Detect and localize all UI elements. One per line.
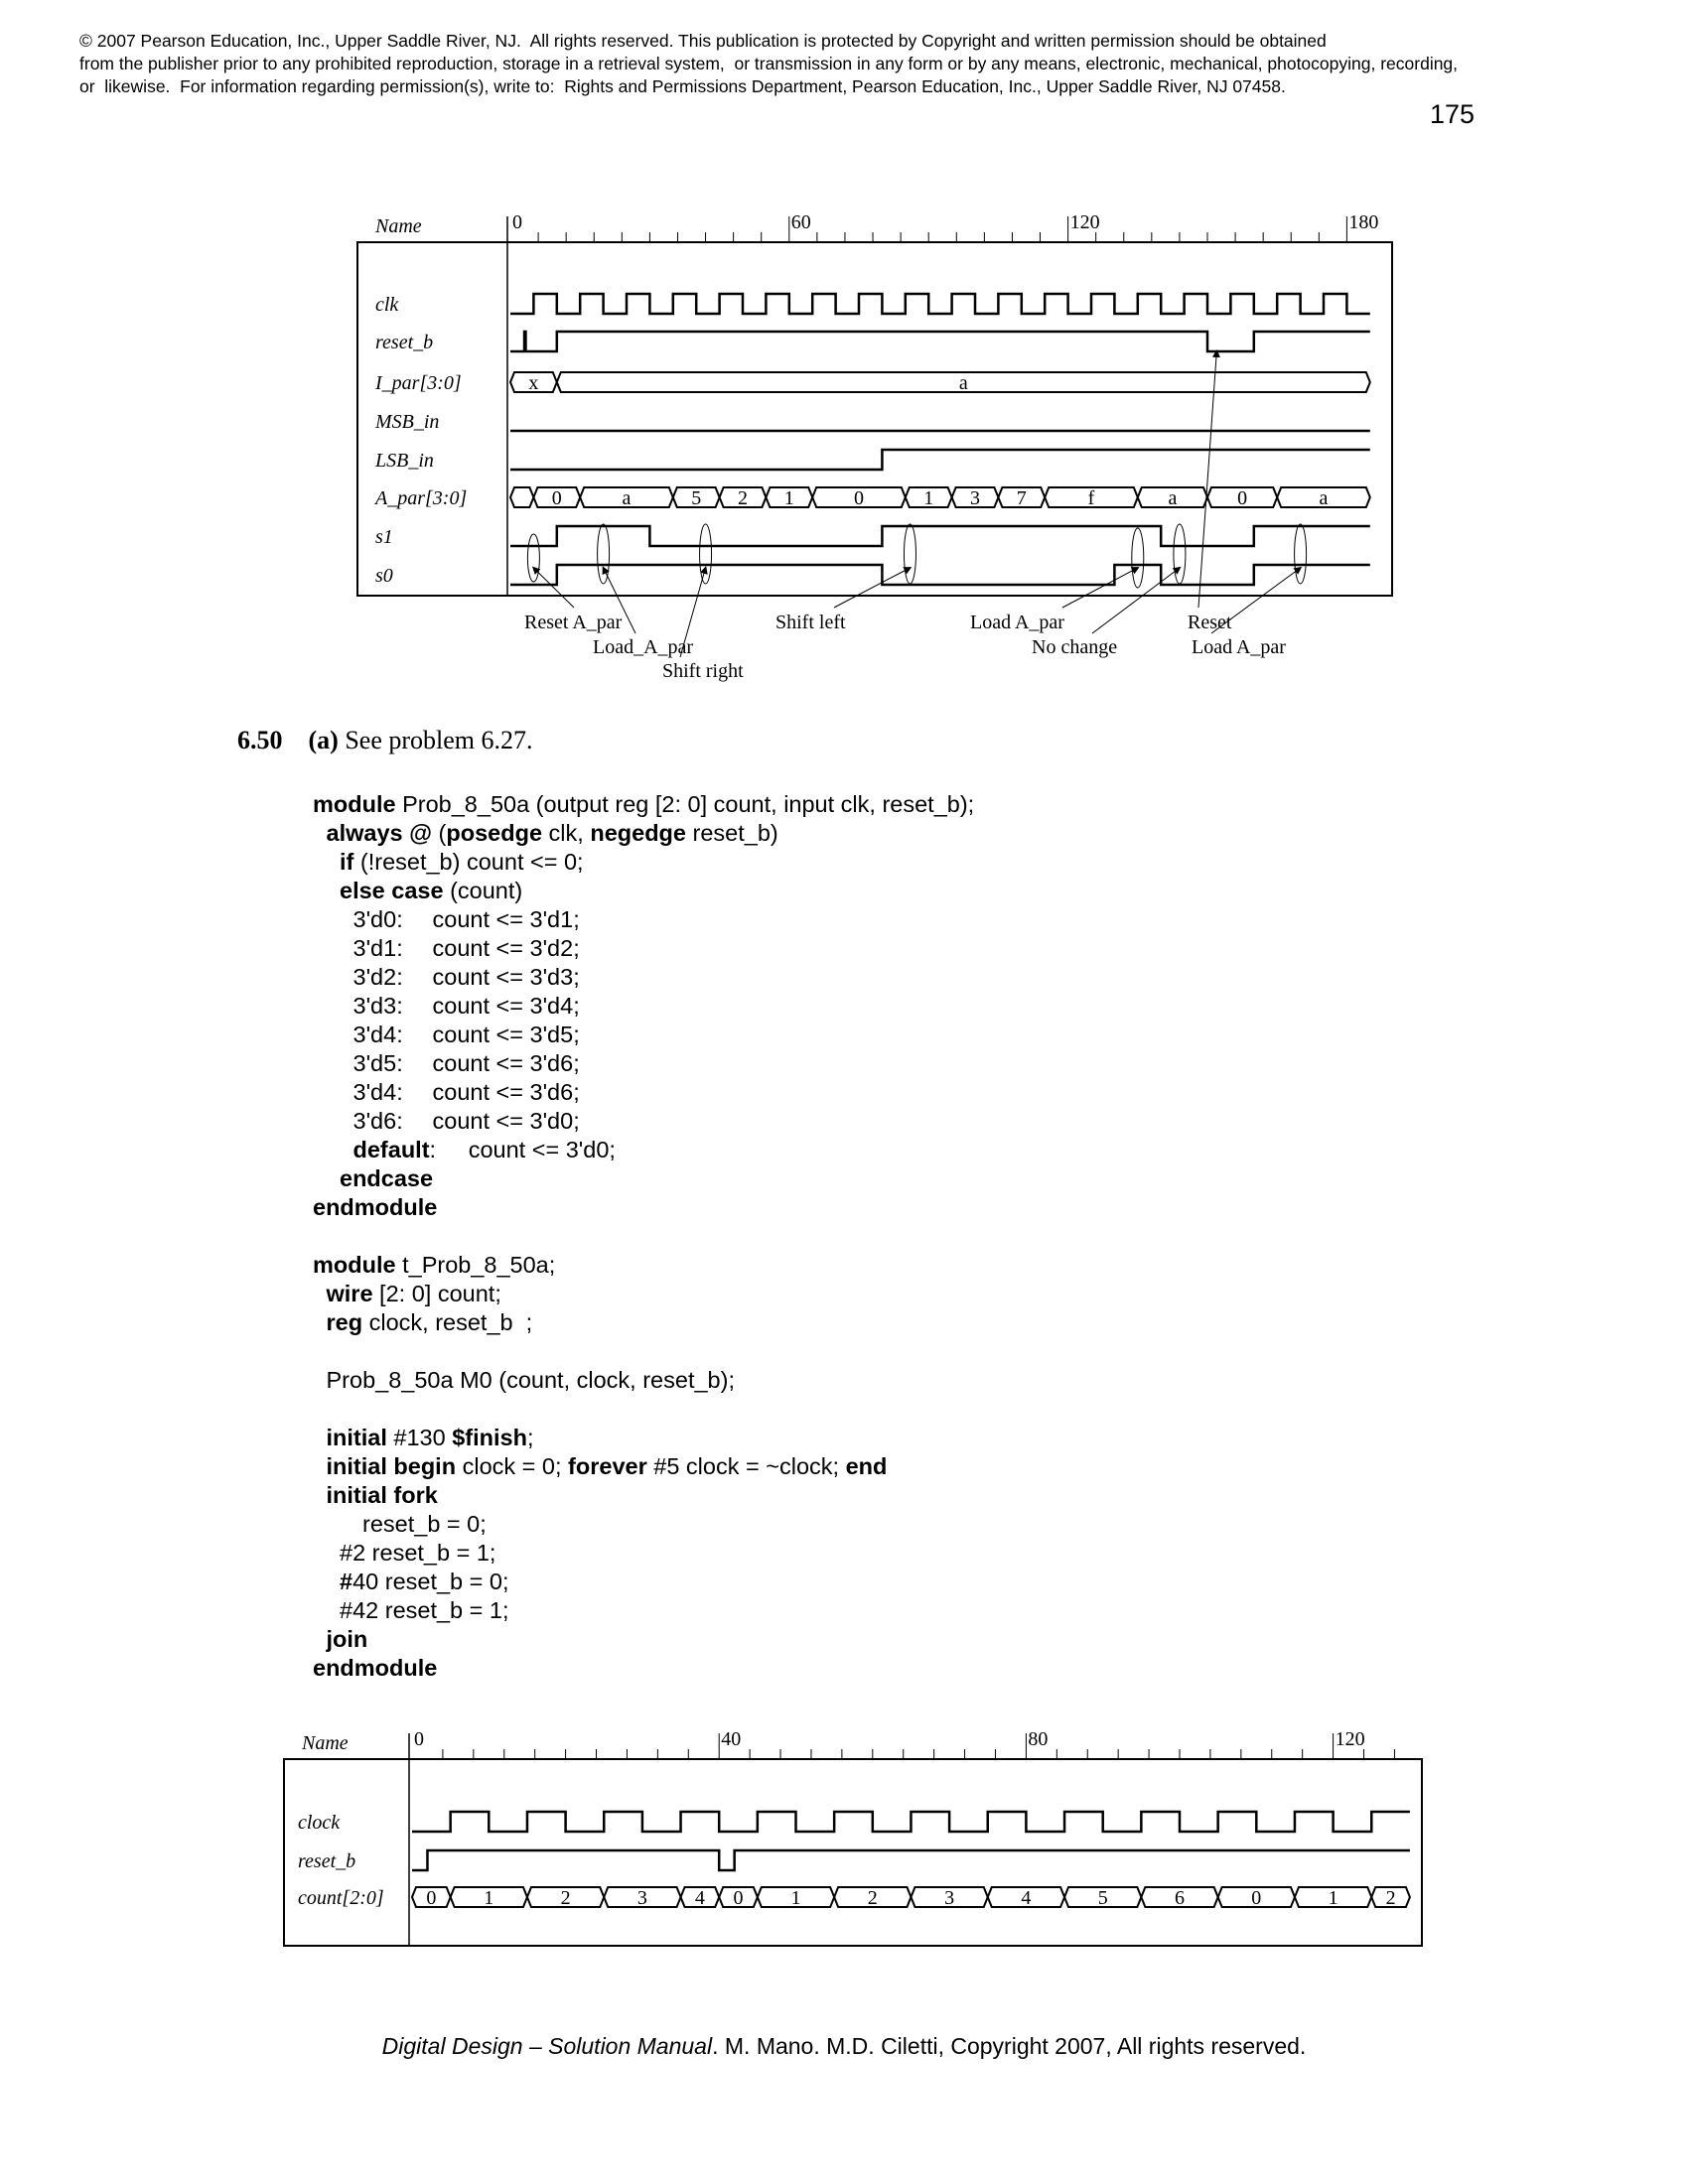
copyright-notice xyxy=(79,30,1458,98)
code-keyword: initial fork xyxy=(326,1482,438,1508)
code-text: count <= 3'd3; xyxy=(432,964,580,990)
clock-waveform xyxy=(412,1812,1410,1832)
signal-name: reset_b xyxy=(298,1850,356,1872)
bus-value: 1 xyxy=(1328,1887,1338,1909)
code-text: Prob_8_50a M0 (count, clock, reset_b); xyxy=(326,1367,735,1393)
code-line xyxy=(313,1078,974,1107)
bus-value: 0 xyxy=(426,1887,437,1909)
bus-value: 1 xyxy=(923,487,934,509)
code-text: ; xyxy=(526,1425,534,1450)
waveform-diagram-shift-register xyxy=(338,199,1410,715)
code-keyword: end xyxy=(845,1453,888,1479)
code-text: (count) xyxy=(443,878,523,903)
bus-value: 0 xyxy=(854,487,864,509)
code-text: #130 xyxy=(386,1425,453,1450)
annotation-ellipse xyxy=(598,524,610,584)
code-text: t_Prob_8_50a; xyxy=(395,1252,556,1278)
code-text: clk, xyxy=(542,820,591,846)
axis-label: 180 xyxy=(1348,211,1379,233)
bus-value: 1 xyxy=(790,1887,801,1909)
annotation-arrow xyxy=(1062,568,1138,608)
annotation-arrow xyxy=(1198,351,1216,608)
code-text: count <= 3'd1; xyxy=(432,906,580,932)
bus-value: 0 xyxy=(1251,1887,1262,1909)
bus-value: f xyxy=(1087,487,1095,509)
axis-label: 80 xyxy=(1028,1728,1049,1750)
code-line xyxy=(313,1452,974,1481)
code-keyword: negedge xyxy=(590,820,686,846)
code-line xyxy=(313,1568,974,1596)
code-line xyxy=(313,790,974,819)
code-keyword: wire xyxy=(326,1281,373,1306)
annotation-label: Shift left xyxy=(775,612,846,633)
bus-value: 1 xyxy=(783,487,794,509)
bus-value: 0 xyxy=(1237,487,1248,509)
bus-value: 2 xyxy=(1385,1887,1396,1909)
code-text: [2: 0] count; xyxy=(372,1281,501,1306)
annotation-ellipse xyxy=(1295,524,1307,584)
code-keyword: always @ xyxy=(326,820,433,846)
annotation-arrow xyxy=(1211,568,1301,633)
code-text: reset_b) xyxy=(685,820,778,846)
annotation-ellipse xyxy=(1174,524,1186,584)
code-keyword: initial begin xyxy=(326,1453,457,1479)
bus-value: 0 xyxy=(551,487,562,509)
problem-number: 6.50 xyxy=(237,726,283,754)
footer-book-title: Digital Design – Solution Manual xyxy=(381,2033,713,2059)
code-text: Prob_8_50a (output reg [2: 0] count, input clk, reset_b); xyxy=(395,791,975,817)
signal-name: s1 xyxy=(375,526,393,548)
annotation-ellipse xyxy=(527,534,539,582)
case-label: 3'd4: xyxy=(352,1022,403,1047)
code-text: #5 clock = ~clock; xyxy=(646,1453,846,1479)
case-label: 3'd6: xyxy=(352,1108,403,1134)
bus-value: 1 xyxy=(484,1887,494,1909)
bit-waveform xyxy=(510,565,1370,585)
axis-label: 0 xyxy=(512,211,522,233)
code-text: count <= 3'd2; xyxy=(432,935,580,961)
case-label: 3'd0: xyxy=(352,906,403,932)
code-line xyxy=(313,1481,974,1510)
annotation-label: Reset xyxy=(1188,612,1232,633)
case-label: 3'd1: xyxy=(352,935,403,961)
bus-value: 5 xyxy=(1097,1887,1108,1909)
code-text: : count <= 3'd0; xyxy=(429,1137,616,1162)
annotation-arrow xyxy=(533,568,574,608)
code-line xyxy=(313,992,974,1021)
code-text: count <= 3'd4; xyxy=(432,993,580,1019)
code-line xyxy=(313,1049,974,1078)
code-line xyxy=(313,1654,974,1683)
bus-value: 0 xyxy=(733,1887,744,1909)
code-line xyxy=(313,1308,974,1337)
bus-value: 6 xyxy=(1175,1887,1185,1909)
code-keyword: forever xyxy=(568,1453,647,1479)
code-line xyxy=(313,1251,974,1280)
axis-label: 40 xyxy=(721,1728,742,1750)
code-keyword: $finish xyxy=(452,1425,527,1450)
case-label: 3'd4: xyxy=(352,1079,403,1105)
case-label: 3'd2: xyxy=(352,964,403,990)
axis-label: 120 xyxy=(1335,1728,1365,1750)
annotation-label: No change xyxy=(1032,636,1118,658)
waveform-diagram-counter xyxy=(268,1707,1440,1966)
code-keyword: posedge xyxy=(446,820,543,846)
waveform-frame xyxy=(357,242,1392,596)
code-text: reset_b = 0; xyxy=(362,1511,487,1537)
code-line xyxy=(313,1424,974,1452)
code-keyword: if xyxy=(340,849,354,875)
case-label: 3'd5: xyxy=(352,1050,403,1076)
code-keyword: else case xyxy=(340,878,444,903)
code-line xyxy=(313,1596,974,1625)
signal-name: clk xyxy=(375,294,399,316)
copyright-line: or likewise. For information regarding permission(s), write to: Rights and Permissions Department, Pearson Education, Inc., Upper Saddle River, NJ 07458. xyxy=(79,76,1286,96)
signal-name: s0 xyxy=(375,565,393,587)
annotation-ellipse xyxy=(700,524,712,584)
signal-name: count[2:0] xyxy=(298,1887,384,1909)
bit-waveform xyxy=(510,450,1370,470)
code-line xyxy=(313,877,974,905)
code-line xyxy=(313,963,974,992)
bus-value: 2 xyxy=(560,1887,571,1909)
bus-value: a xyxy=(622,487,632,509)
code-line xyxy=(313,819,974,848)
annotation-arrow xyxy=(834,568,910,608)
problem-part: (a) xyxy=(308,726,339,754)
code-text: count <= 3'd6; xyxy=(432,1050,580,1076)
code-line xyxy=(313,1021,974,1049)
bus-value: 3 xyxy=(970,487,980,509)
bus-value: 7 xyxy=(1016,487,1027,509)
code-text: count <= 3'd5; xyxy=(432,1022,580,1047)
bus-value: 2 xyxy=(738,487,748,509)
bus-value: x xyxy=(528,372,539,394)
code-line xyxy=(313,1222,974,1251)
annotation-label: Load A_par xyxy=(970,612,1064,633)
name-column-header: Name xyxy=(375,215,422,237)
bus-value: 4 xyxy=(694,1887,705,1909)
signal-name: I_par[3:0] xyxy=(375,372,462,394)
problem-heading xyxy=(237,726,533,755)
code-line xyxy=(313,934,974,963)
copyright-line: from the publisher prior to any prohibited reproduction, storage in a retrieval system, or transmission in any form or by any means, electronic, mechanical, photocopying, recording, xyxy=(79,54,1459,73)
signal-name: reset_b xyxy=(375,332,434,353)
code-line xyxy=(313,1107,974,1136)
code-keyword: reg xyxy=(326,1309,363,1335)
code-text: #2 reset_b = 1; xyxy=(340,1540,496,1566)
code-line xyxy=(313,1280,974,1308)
code-line xyxy=(313,1395,974,1424)
code-text: count <= 3'd6; xyxy=(432,1079,580,1105)
signal-name: clock xyxy=(298,1812,341,1834)
code-text: #42 reset_b = 1; xyxy=(340,1597,509,1623)
page-footer xyxy=(0,2033,1688,2060)
code-keyword: join xyxy=(326,1626,368,1652)
code-line xyxy=(313,1539,974,1568)
code-line xyxy=(313,1625,974,1654)
code-keyword: endmodule xyxy=(313,1194,438,1220)
code-line xyxy=(313,848,974,877)
waveform-frame xyxy=(284,1759,1422,1946)
code-line xyxy=(313,1136,974,1164)
signal-name: LSB_in xyxy=(375,450,434,472)
annotation-label: Shift right xyxy=(662,660,744,682)
page-number: 175 xyxy=(1430,99,1476,129)
code-text: clock = 0; xyxy=(456,1453,569,1479)
axis-label: 60 xyxy=(790,211,811,233)
code-keyword: default xyxy=(352,1137,430,1162)
annotation-arrow xyxy=(1092,568,1180,633)
code-keyword: module xyxy=(313,1252,396,1278)
footer-credits: . M. Mano. M.D. Ciletti, Copyright 2007, All rights reserved. xyxy=(712,2033,1307,2059)
annotation-ellipse xyxy=(904,524,915,584)
bit-waveform xyxy=(510,526,1370,546)
bit-waveform xyxy=(510,332,1370,351)
code-text: clock, reset_b ; xyxy=(362,1309,533,1335)
code-line xyxy=(313,905,974,934)
bus-value: 3 xyxy=(944,1887,955,1909)
code-line xyxy=(313,1193,974,1222)
bus-value: 3 xyxy=(636,1887,647,1909)
code-text: count <= 3'd0; xyxy=(432,1108,580,1134)
code-keyword: endmodule xyxy=(313,1655,438,1681)
code-keyword: # xyxy=(340,1569,353,1594)
bus-value: 4 xyxy=(1021,1887,1032,1909)
signal-name: MSB_in xyxy=(375,411,440,433)
code-line xyxy=(313,1164,974,1193)
code-line xyxy=(313,1337,974,1366)
code-keyword: initial xyxy=(326,1425,387,1450)
code-text: (!reset_b) count <= 0; xyxy=(353,849,584,875)
bus-value: a xyxy=(1319,487,1329,509)
axis-label: 120 xyxy=(1069,211,1100,233)
copyright-line: © 2007 Pearson Education, Inc., Upper Saddle River, NJ. All rights reserved. This publication is protected by Copyright and written permission should be obtained xyxy=(79,31,1327,51)
code-line xyxy=(313,1366,974,1395)
bus-value: 2 xyxy=(867,1887,878,1909)
code-keyword: module xyxy=(313,791,396,817)
bit-waveform xyxy=(412,1850,1410,1870)
bus-value: 5 xyxy=(691,487,702,509)
annotation-ellipse xyxy=(1132,528,1144,588)
problem-text: See problem 6.27. xyxy=(338,726,533,754)
signal-name: A_par[3:0] xyxy=(375,487,468,509)
bus-value: a xyxy=(958,372,968,394)
axis-label: 0 xyxy=(414,1728,424,1750)
annotation-label: Load A_par xyxy=(1192,636,1286,658)
case-label: 3'd3: xyxy=(352,993,403,1019)
code-text: ( xyxy=(432,820,447,846)
bus-segment xyxy=(510,487,533,507)
code-line xyxy=(313,1510,974,1539)
name-column-header: Name xyxy=(302,1732,349,1754)
annotation-label: Reset A_par xyxy=(524,612,623,633)
bus-value: a xyxy=(1168,487,1178,509)
code-keyword: endcase xyxy=(340,1165,434,1191)
verilog-code-listing xyxy=(313,790,974,1683)
annotation-label: Load_A_par xyxy=(593,636,694,658)
code-text: 40 reset_b = 0; xyxy=(352,1569,509,1594)
clock-waveform xyxy=(510,294,1370,314)
